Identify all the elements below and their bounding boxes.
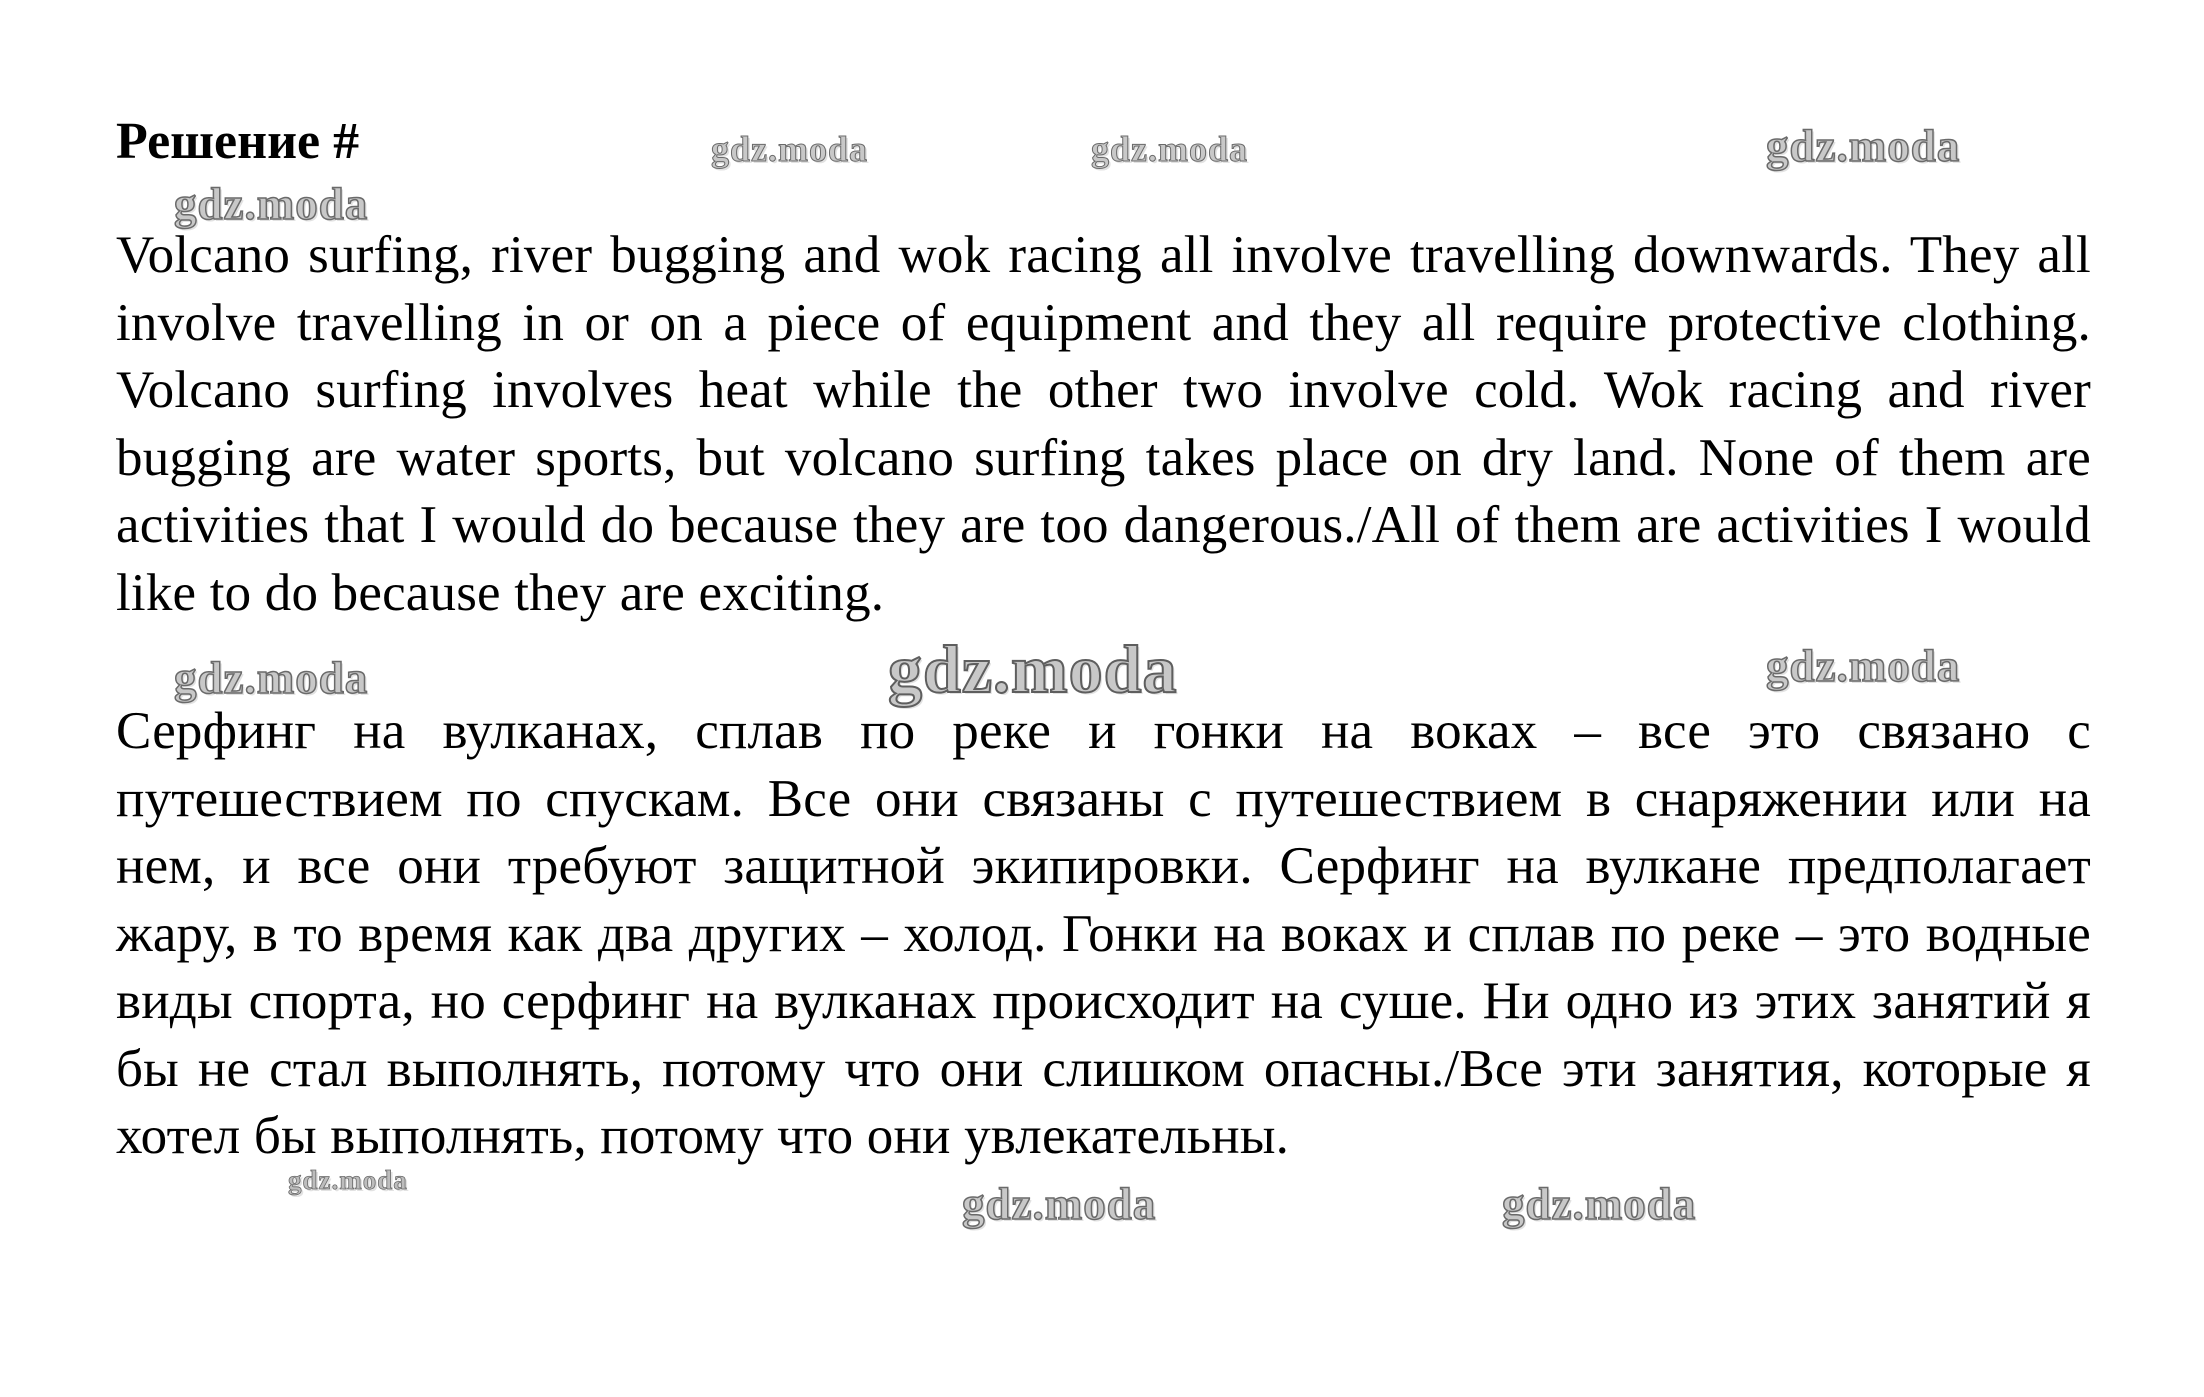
solution-heading: Решение # [116,113,360,170]
watermark: gdz.moda [1766,641,1961,691]
watermark: gdz.moda [288,1165,408,1195]
watermark: gdz.moda [174,179,369,229]
russian-answer-paragraph: Серфинг на вулканах, сплав по реке и гонки на воках – все это связано с путешествием по спускам. Все они связаны с путешествием в снаряжении или на нем, и все они требуют защитной экипировки. Серфинг на вулкане предполагает жару, в то время как два других – холод. Гонки на воках и сплав по реке – это водные виды спорта, но серфинг на вулканах происходит на суше. Ни одно из этих занятий я бы не стал выполнять, потому что они слишком опасны./Все эти занятия, которые я хотел бы выполнять, потому что они увлекательны. [116,702,2091,1165]
watermark: gdz.moda [1766,121,1961,171]
watermark: gdz.moda [1091,129,1249,169]
watermark: gdz.moda [711,129,869,169]
english-answer-paragraph: Volcano surfing, river bugging and wok racing all involve travelling downwards. They all involve travelling in or on a piece of equipment and they all require protective clothing. Volcano surfing involves heat while the other two involve cold. Wok racing and river bugging are water sports, but volcano surfing takes place on dry land. None of them are activities that I would do because they are too dangerous./All of them are activities I would like to do because they are exciting. [116,226,2091,622]
watermark: gdz.moda [962,1179,1157,1229]
watermark: gdz.moda [888,631,1178,707]
watermark: gdz.moda [1502,1179,1697,1229]
watermark: gdz.moda [174,653,369,703]
